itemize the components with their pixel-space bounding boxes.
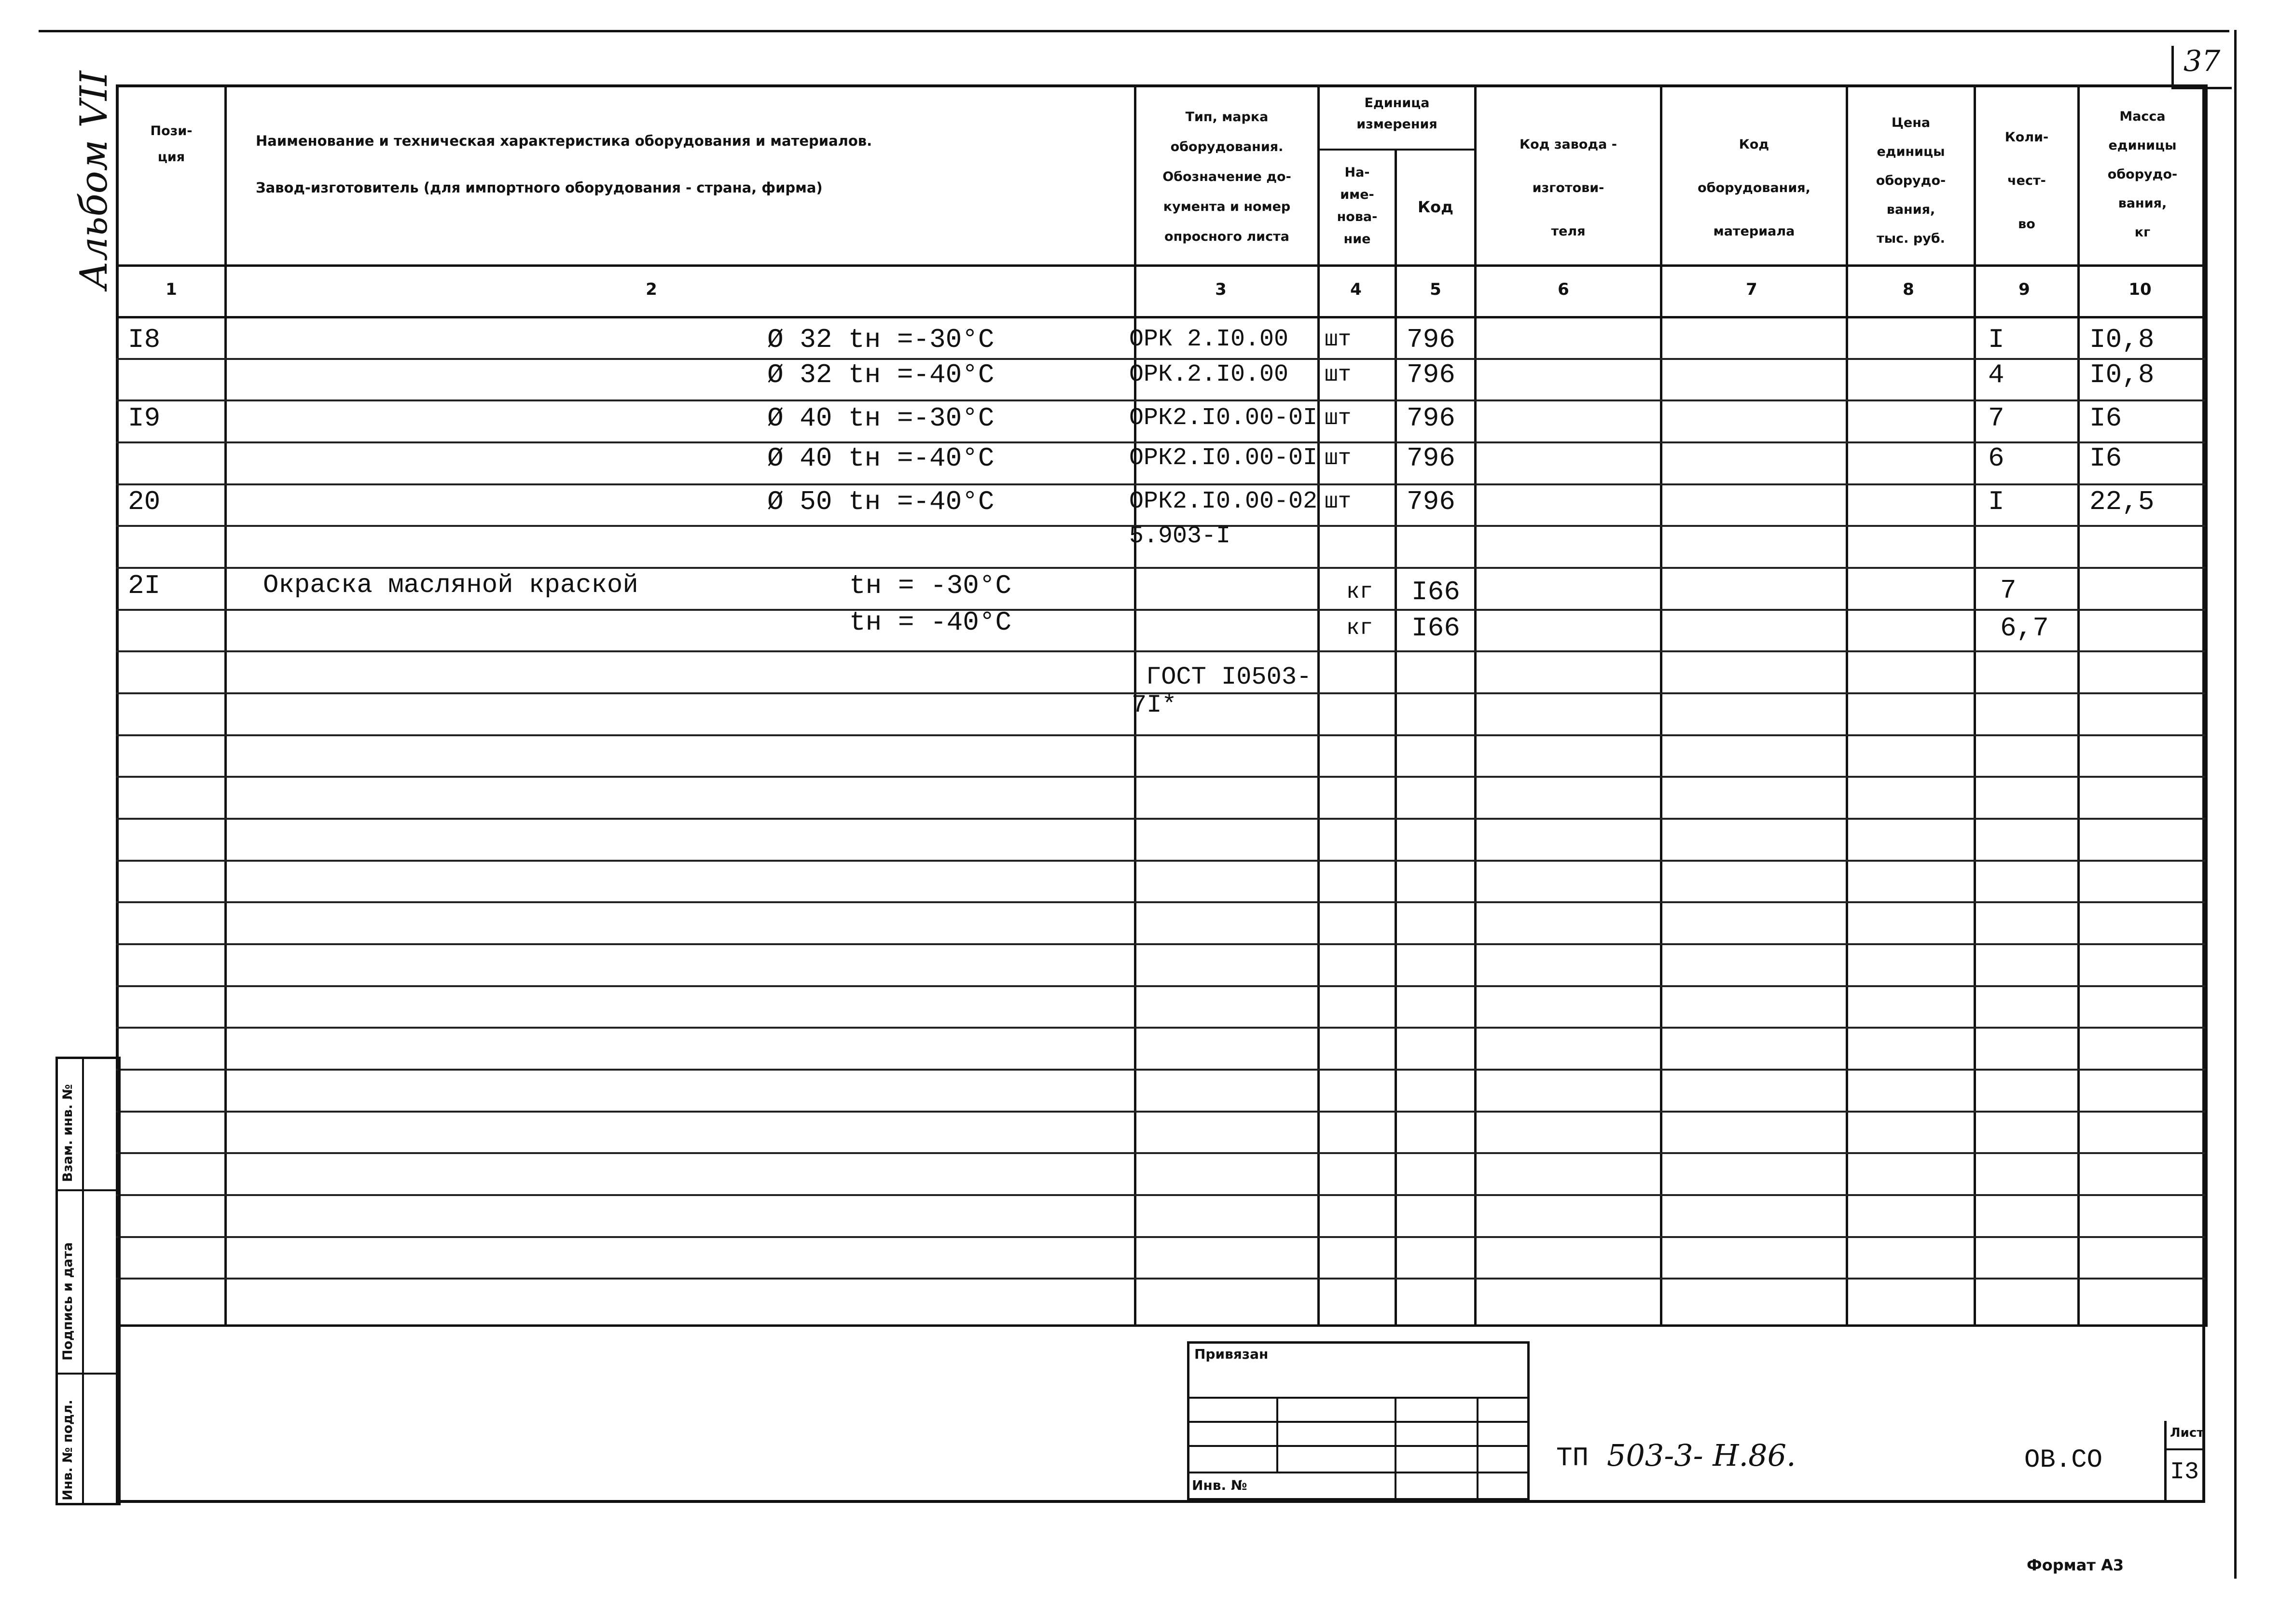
header-mass: Масса единицы оборудо- вания, кг [2107,109,2178,240]
row-unit: шт [1325,489,1352,514]
side-stamp-divider [82,1057,84,1505]
row-type: ОРК 2.I0.00 [1129,326,1289,353]
colnum-2: 2 [646,280,657,299]
colnum-8: 8 [1903,280,1914,299]
row-code: 796 [1407,486,1455,517]
row-line [116,776,2205,778]
colnum-bottom-line [116,316,2205,318]
row-line [116,1069,2205,1071]
colnum-7: 7 [1746,280,1757,299]
colnum-6: 6 [1558,280,1569,299]
row-position: 20 [128,486,161,517]
row-unit: шт [1325,406,1352,431]
top-border-line [39,30,2229,32]
row-position: I9 [128,403,161,434]
row-line [116,1152,2205,1154]
row-line [116,399,2205,401]
row-description: Окраска масляной краской [263,571,638,600]
row-quantity: I [1988,324,2004,355]
row-code: 796 [1407,403,1455,434]
header-quantity: Коли- чест- во [2004,130,2049,232]
row-description: Ø 40 tн =-40°C [767,443,995,474]
row-type: 7I* [1132,691,1177,719]
album-label: Альбом VII [72,70,116,289]
col-line-10 [2205,84,2208,1327]
sheet-box-divider [2164,1448,2205,1450]
col-line-3 [1317,84,1320,1327]
colnum-3: 3 [1215,280,1227,299]
row-description-temp: tн = -40°C [849,607,1012,638]
colnum-4: 4 [1350,280,1362,299]
row-code: 796 [1407,443,1455,474]
row-line [116,1027,2205,1029]
side-stamp-row [55,1189,121,1191]
header-type: Тип, марка оборудования. Обозначение до- кумента и номер опросного листа [1162,110,1291,244]
row-quantity: 7 [2000,575,2017,606]
inv-no-label: Инв. № [1192,1477,1247,1493]
row-unit: шт [1325,362,1352,387]
header-unit-code: Код [1418,198,1453,216]
row-quantity: 7 [1988,403,2004,434]
row-line [116,1194,2205,1196]
side-stamp-vzam: Взам. инв. № [60,1084,75,1182]
col-line-6 [1660,84,1662,1327]
header-unit: Единица измерения [1356,96,1437,132]
doc-prefix: ТП [1556,1443,1589,1473]
row-line [116,1111,2205,1113]
row-unit: шт [1325,327,1352,352]
row-code: 796 [1407,359,1455,390]
side-stamp-inv: Инв. № подл. [60,1400,75,1500]
header-name-line2: Завод-изготовитель (для импортного оборудования - страна, фирма) [256,179,823,196]
page-number: 37 [2183,44,2221,78]
header-plant-code: Код завода - изготови- теля [1520,137,1617,239]
row-type: ОРК.2.I0.00 [1129,361,1289,388]
header-name-line1: Наименование и техническая характеристика оборудования и материалов. [256,133,872,149]
right-edge-line [2234,30,2237,1579]
row-line [116,483,2205,485]
header-equip-code: Код оборудования, материала [1698,137,1810,239]
row-line [116,609,2205,611]
row-type: ОРК2.I0.00-0I [1129,444,1318,472]
row-description: Ø 32 tн =-40°C [767,359,995,390]
row-code: I66 [1411,577,1460,607]
col-line-4 [1395,150,1397,1327]
privyazan-col [1477,1397,1479,1500]
privyazan-col [1395,1397,1396,1500]
sheet-label: Лист [2170,1426,2204,1440]
row-mass: I0,8 [2089,359,2155,390]
side-stamp-podpis: Подпись и дата [60,1242,75,1361]
header-bottom-line [116,264,2205,267]
format-label: Формат А3 [2027,1556,2124,1574]
row-line [116,650,2205,652]
row-unit: кг [1346,616,1373,641]
row-position: 2I [128,570,161,601]
row-mass: 22,5 [2089,486,2155,517]
colnum-10: 10 [2128,280,2152,299]
doc-mark: ОВ.СО [2024,1445,2103,1475]
row-quantity: 6 [1988,443,2004,474]
row-type: ОРК2.I0.00-0I [1129,404,1318,432]
col-line-8 [1974,84,1976,1327]
unit-subheader-line [1317,149,1474,151]
header-price: Цена единицы оборудо- вания, тыс. руб. [1876,115,1946,246]
row-line [116,734,2205,736]
col-line-9 [2077,84,2080,1327]
col-line-5 [1474,84,1477,1327]
row-quantity: 4 [1988,359,2004,390]
row-unit: кг [1346,579,1373,605]
header-unit-name: На- име- нова- ние [1337,165,1378,247]
row-line [116,901,2205,903]
row-type: 5.903-I [1129,523,1231,550]
privyazan-label: Привязан [1194,1346,1269,1362]
row-code: I66 [1411,613,1460,644]
row-position: I8 [128,324,161,355]
row-line [116,567,2205,569]
row-unit: шт [1325,446,1352,471]
row-line [116,985,2205,987]
colnum-5: 5 [1430,280,1441,299]
row-line [116,943,2205,945]
row-mass: I6 [2089,403,2122,434]
row-quantity: 6,7 [2000,613,2049,644]
row-description: Ø 50 tн =-40°C [767,486,995,517]
row-description-temp: tн = -30°C [849,570,1012,601]
header-position: Пози- ция [150,124,193,165]
row-description: Ø 40 tн =-30°C [767,403,995,434]
row-description: Ø 32 tн =-30°C [767,324,995,355]
colnum-1: 1 [166,280,177,299]
row-line [116,1278,2205,1280]
row-line [116,860,2205,862]
table-bottom-line [116,1324,2205,1327]
row-code: 796 [1407,324,1455,355]
col-line-7 [1846,84,1848,1327]
row-quantity: I [1988,486,2004,517]
row-mass: I6 [2089,443,2122,474]
side-stamp-row [55,1373,121,1375]
row-line [116,1236,2205,1238]
row-mass: I0,8 [2089,324,2155,355]
row-type: ОРК2.I0.00-02 [1129,488,1318,515]
doc-code: 503-3- Н.86. [1607,1438,1796,1473]
row-line [116,818,2205,820]
sheet-number: I3 [2170,1459,2199,1486]
col-line-1 [224,84,227,1327]
row-type: ГОСТ I0503- [1146,663,1312,691]
colnum-9: 9 [2018,280,2030,299]
privyazan-col [1276,1397,1278,1472]
